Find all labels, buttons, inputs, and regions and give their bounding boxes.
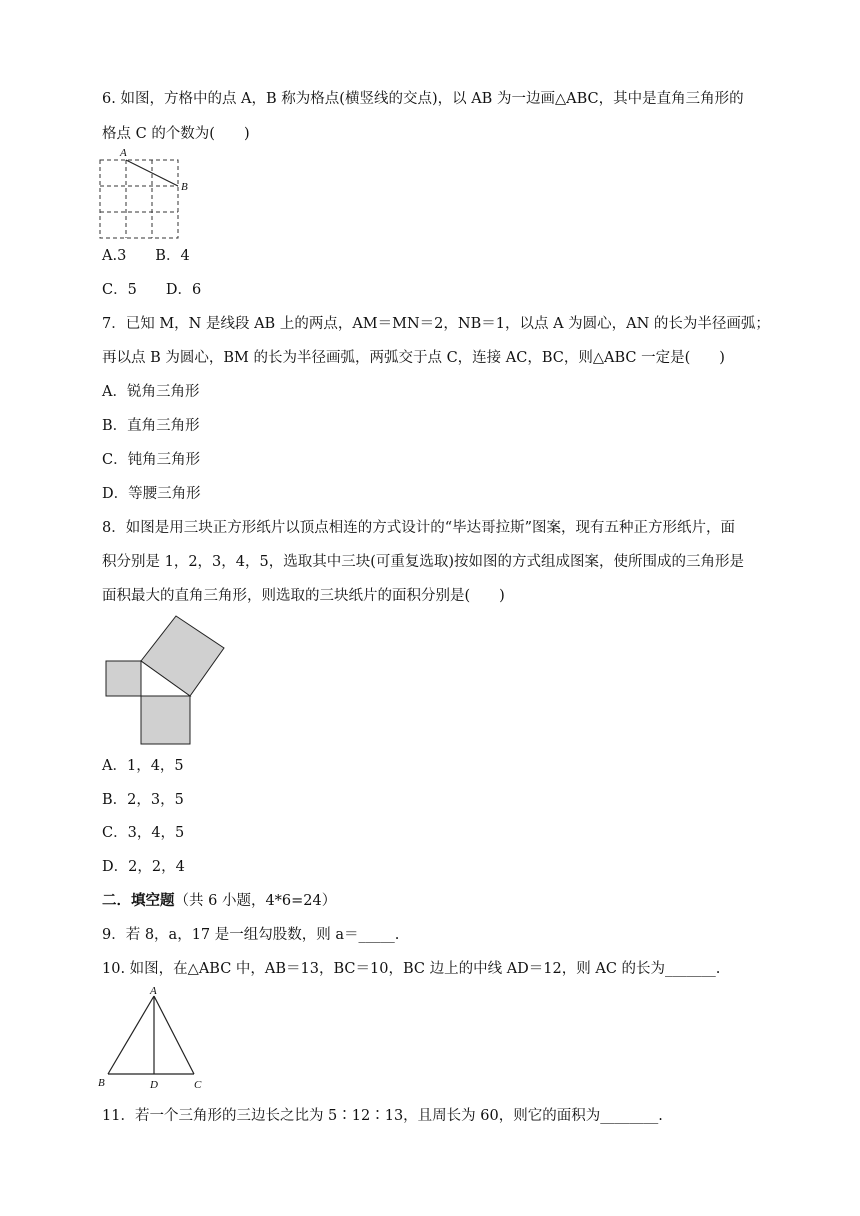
label-d: D — [150, 1079, 158, 1091]
q6-stem-line2: 格点 C 的个数为( ) — [102, 126, 250, 142]
q7-option-a: A．锐角三角形 — [102, 384, 200, 400]
q9-stem: 9．若 8，a，17 是一组勾股数，则 a＝_____. — [102, 927, 400, 943]
square-bottom — [141, 696, 190, 744]
q6-grid-figure — [98, 146, 198, 242]
label-a: A — [120, 147, 127, 159]
q7-stem-line1: 7．已知 M，N 是线段 AB 上的两点，AM＝MN＝2，NB＝1，以点 A 为圆心，AN 的长为半径画弧； — [102, 316, 770, 332]
section-title: 二．填空题 — [102, 892, 175, 909]
section-heading — [102, 891, 336, 911]
q8-option-c: C．3，4，5 — [102, 825, 185, 841]
q7-option-b: B．直角三角形 — [102, 418, 200, 434]
label-b: B — [181, 181, 188, 193]
q6-options-row2: C．5 D．6 — [102, 282, 202, 298]
q7-option-d: D．等腰三角形 — [102, 486, 201, 502]
q7-option-c: C．钝角三角形 — [102, 452, 201, 468]
square-left — [106, 661, 141, 696]
side-ac — [154, 996, 194, 1074]
q8-stem-line1: 8．如图是用三块正方形纸片以顶点相连的方式设计的“毕达哥拉斯”图案，现有五种正方形纸片，面 — [102, 520, 736, 536]
q8-option-a: A．1，4，5 — [102, 758, 184, 774]
q8-option-d: D．2，2，4 — [102, 859, 185, 875]
q7-stem-line2: 再以点 B 为圆心，BM 的长为半径画弧，两弧交于点 C，连接 AC，BC，则△ABC 一定是( ) — [102, 350, 725, 366]
q10-stem: 10. 如图，在△ABC 中，AB＝13，BC＝10，BC 边上的中线 AD＝12，则 AC 的长为_______. — [102, 961, 721, 977]
q8-option-b: B．2，3，5 — [102, 792, 184, 808]
q6-options-row1: A.3 B．4 — [102, 248, 190, 264]
label-b: B — [98, 1077, 105, 1089]
q8-stem-line2: 积分别是 1，2，3，4，5，选取其中三块(可重复选取)按如图的方式组成图案，使所围成的三角形是 — [102, 554, 745, 570]
label-c: C — [194, 1079, 202, 1091]
grid-lines — [100, 160, 178, 238]
q8-stem-line3: 面积最大的直角三角形，则选取的三块纸片的面积分别是( ) — [102, 588, 505, 604]
label-a: A — [150, 985, 157, 997]
q10-triangle-figure — [96, 986, 208, 1090]
q11-stem: 11．若一个三角形的三边长之比为 5∶12∶13，且周长为 60，则它的面积为________. — [102, 1108, 663, 1124]
section-note: （共 6 小题，4*6=24） — [174, 893, 337, 909]
q8-pythagoras-figure — [104, 614, 228, 748]
side-ab — [108, 996, 154, 1074]
q6-stem-line1: 6. 如图，方格中的点 A，B 称为格点(横竖线的交点)，以 AB 为一边画△ABC，其中是直角三角形的 — [102, 91, 744, 107]
